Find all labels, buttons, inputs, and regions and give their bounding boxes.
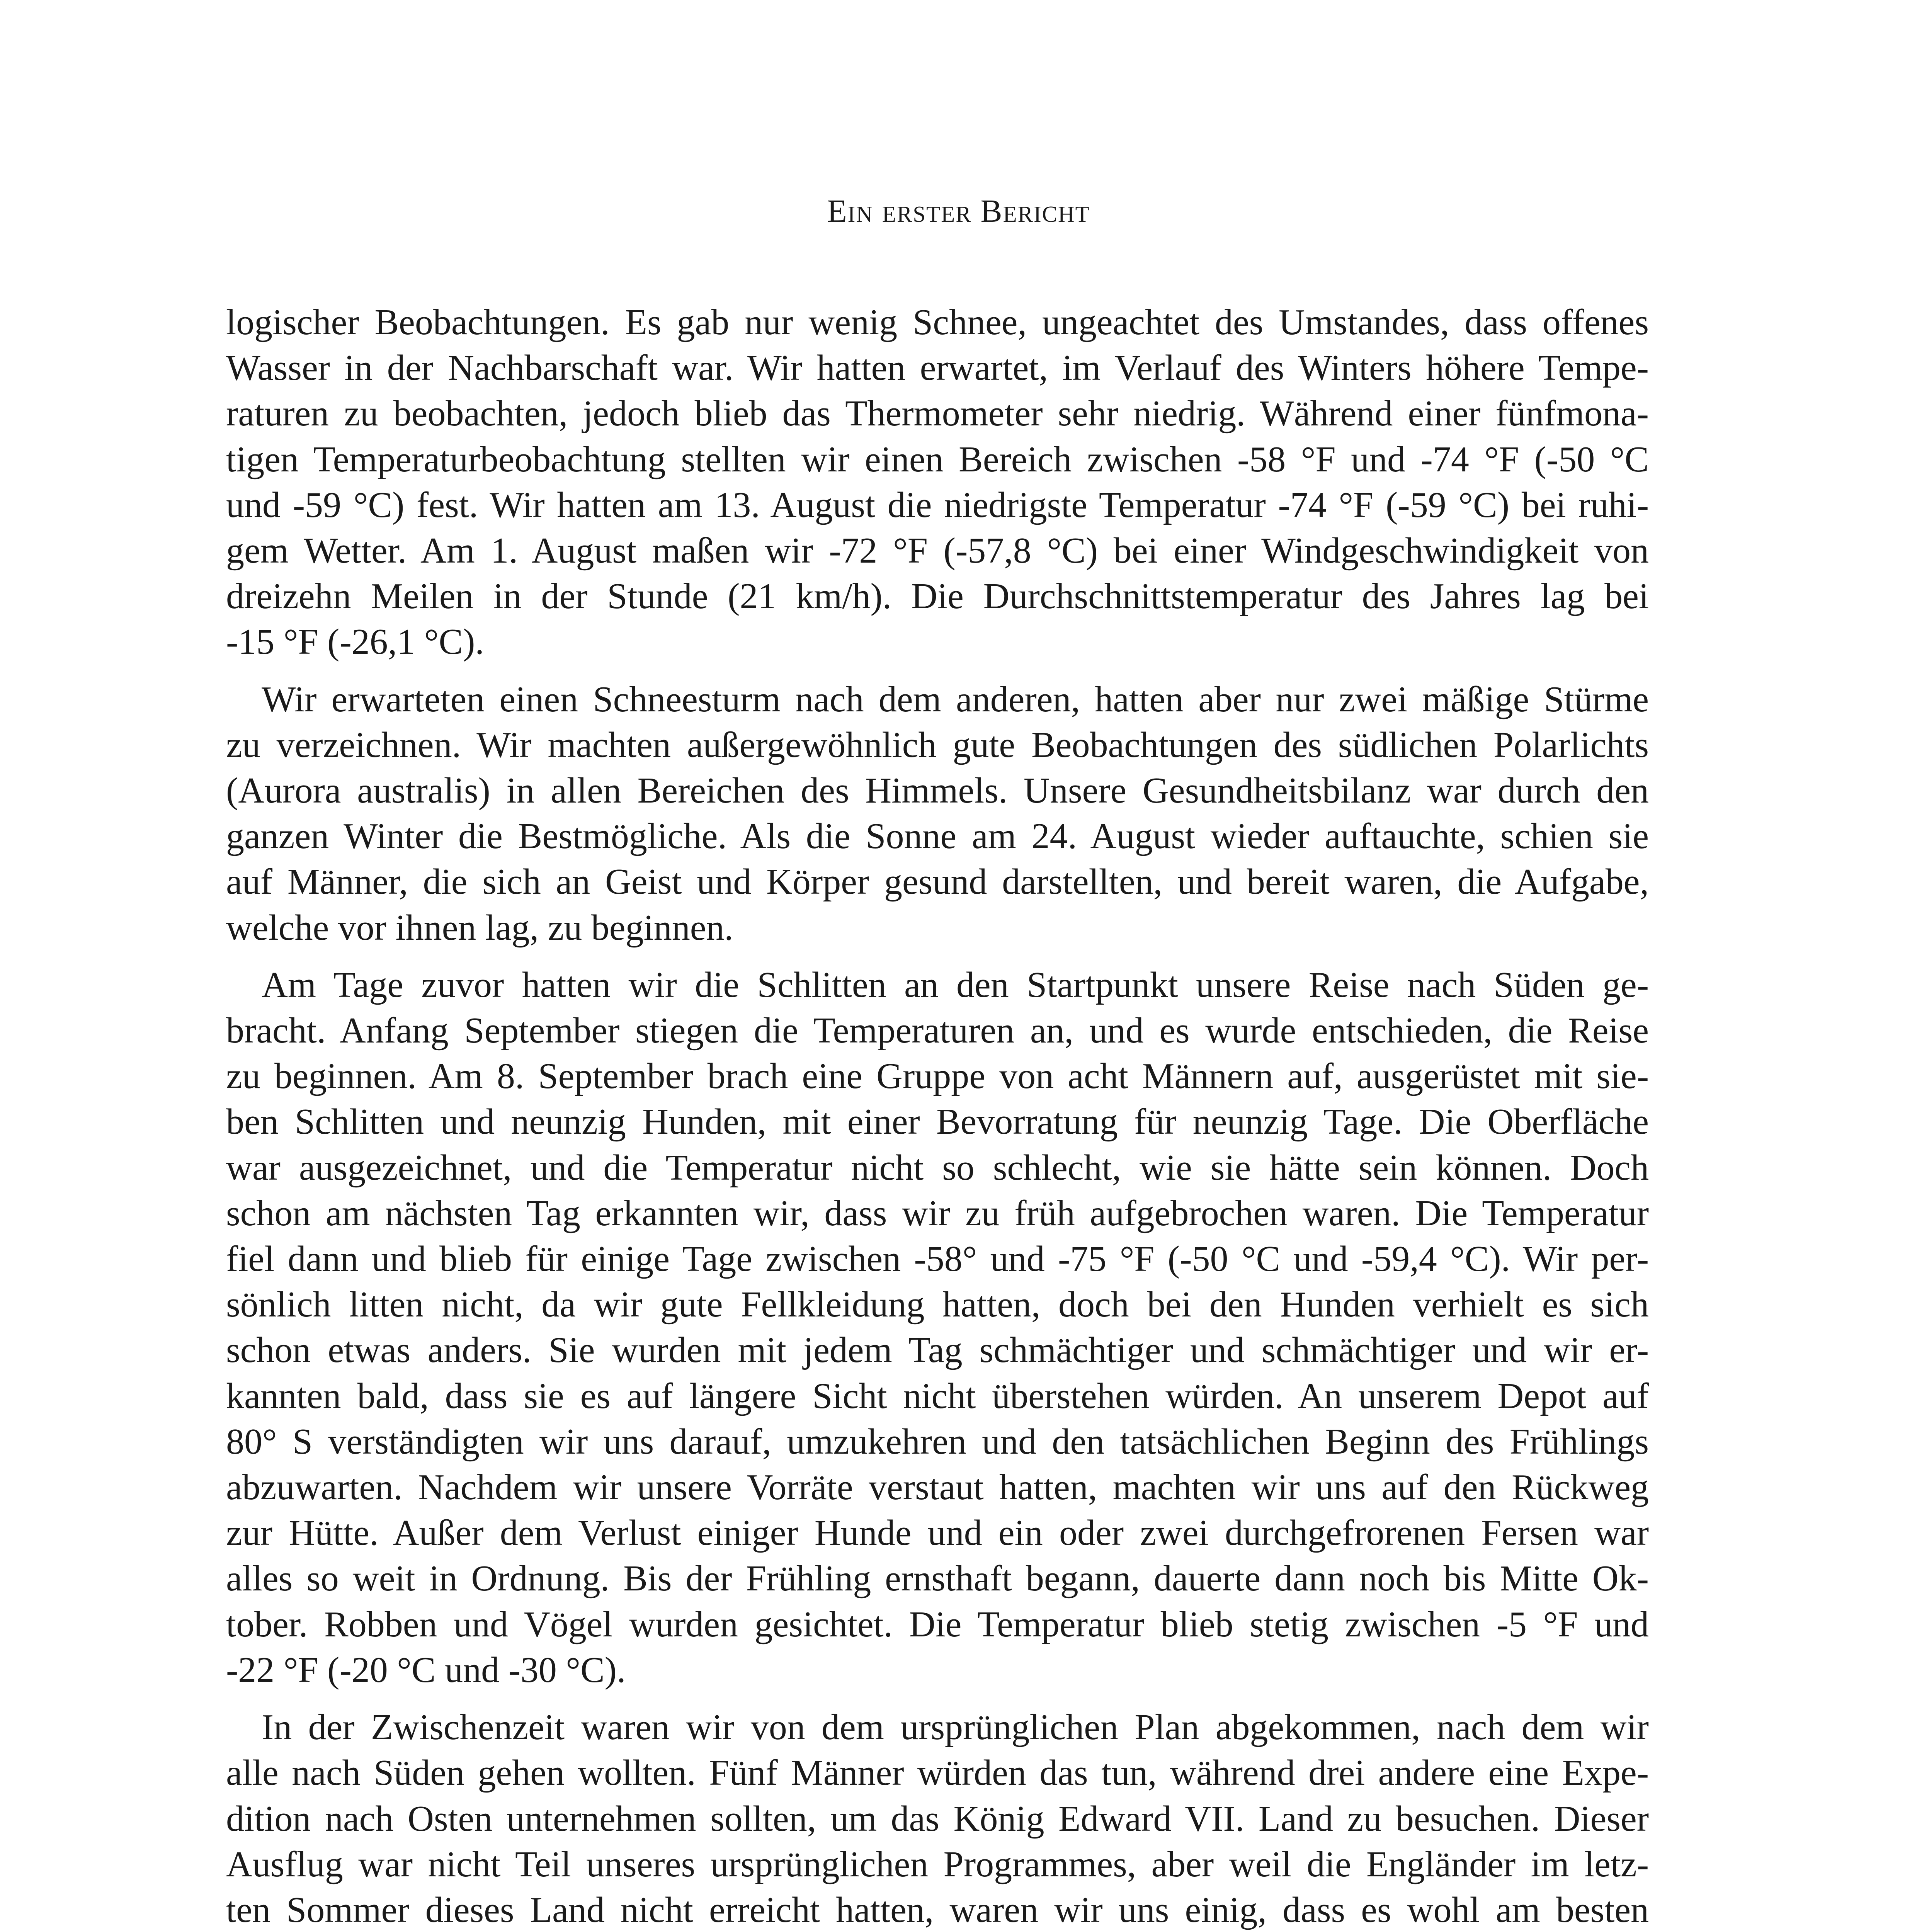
text-line: Wir erwarteten einen Schneesturm nach dem anderen, hatten aber nur zwei mäßige Stürme (262, 679, 1649, 719)
text-line: dreizehn Meilen in der Stunde (21 km/h). Die Durchschnittstemperatur des Jahres lag bei (226, 576, 1649, 617)
text-line: (Aurora australis) in allen Bereichen des Himmels. Unsere Gesundheitsbilanz war durch den (226, 770, 1649, 811)
text-line: In der Zwischenzeit waren wir von dem ursprünglichen Plan abgekommen, nach dem wir (262, 1707, 1649, 1748)
text-line: alle nach Süden gehen wollten. Fünf Männer würden das tun, während drei andere eine Expe- (226, 1753, 1649, 1793)
text-line: -22 °F (-20 °C und -30 °C). (226, 1650, 626, 1690)
text-line: schon am nächsten Tag erkannten wir, dass wir zu früh aufgebrochen waren. Die Temperatur (226, 1193, 1649, 1233)
text-line: war ausgezeichnet, und die Temperatur nicht so schlecht, wie sie hätte sein können. Doch (226, 1147, 1649, 1188)
text-line: gem Wetter. Am 1. August maßen wir -72 °F (-57,8 °C) bei einer Windgeschwindigkeit von (226, 531, 1649, 571)
text-line: Am Tage zuvor hatten wir die Schlitten an den Startpunkt unsere Reise nach Süden ge- (262, 964, 1649, 1005)
text-line: welche vor ihnen lag, zu beginnen. (226, 907, 733, 948)
text-line: auf Männer, die sich an Geist und Körper gesund darstellten, und bereit waren, die Aufgabe, (226, 862, 1649, 902)
text-line: sönlich litten nicht, da wir gute Fellkleidung hatten, doch bei den Hunden verhielt es sich (226, 1284, 1649, 1325)
text-line: bracht. Anfang September stiegen die Temperaturen an, und es wurde entschieden, die Reise (226, 1010, 1649, 1051)
text-line: Wasser in der Nachbarschaft war. Wir hatten erwartet, im Verlauf des Winters höhere Tempe- (226, 348, 1649, 388)
body-text (226, 299, 1649, 1932)
text-line: -15 °F (-26,1 °C). (226, 622, 484, 662)
text-line: und -59 °C) fest. Wir hatten am 13. August die niedrigste Temperatur -74 °F (-59 °C) bei ruhi- (226, 485, 1649, 525)
text-line: zu verzeichnen. Wir machten außergewöhnlich gute Beobachtungen des südlichen Polarlichts (226, 724, 1649, 765)
text-line: 80° S verständigten wir uns darauf, umzukehren und den tatsächlichen Beginn des Frühlings (226, 1421, 1649, 1462)
text-line: ganzen Winter die Bestmögliche. Als die Sonne am 24. August wieder auftauchte, schien sie (226, 816, 1649, 857)
text-line: raturen zu beobachten, jedoch blieb das Thermometer sehr niedrig. Während einer fünfmona- (226, 393, 1649, 434)
text-line: schon etwas anders. Sie wurden mit jedem Tag schmächtiger und schmächtiger und wir er- (226, 1330, 1649, 1371)
text-line: logischer Beobachtungen. Es gab nur wenig Schnee, ungeachtet des Umstandes, dass offenes (226, 302, 1649, 342)
text-line: ten Sommer dieses Land nicht erreicht hatten, waren wir uns einig, dass es wohl am besten (226, 1889, 1649, 1930)
text-line: Ausflug war nicht Teil unseres ursprünglichen Programmes, aber weil die Engländer im letz- (226, 1844, 1649, 1884)
paragraph (226, 677, 1649, 951)
text-line: dition nach Osten unternehmen sollten, um das König Edward VII. Land zu besuchen. Dieser (226, 1798, 1649, 1839)
text-line: ben Schlitten und neunzig Hunden, mit einer Bevorratung für neunzig Tage. Die Oberfläche (226, 1102, 1649, 1142)
text-line: zu beginnen. Am 8. September brach eine Gruppe von acht Männern auf, ausgerüstet mit sie- (226, 1056, 1649, 1097)
paragraph (226, 962, 1649, 1693)
text-line: tigen Temperaturbeobachtung stellten wir einen Bereich zwischen -58 °F und -74 °F (-50 °C (226, 439, 1649, 480)
running-head: Ein erster Bericht (827, 193, 1090, 229)
text-line: alles so weit in Ordnung. Bis der Frühling ernsthaft begann, dauerte dann noch bis Mitte Ok- (226, 1558, 1649, 1599)
text-line: tober. Robben und Vögel wurden gesichtet. Die Temperatur blieb stetig zwischen -5 °F und (226, 1604, 1649, 1645)
text-line: fiel dann und blieb für einige Tage zwischen -58° und -75 °F (-50 °C und -59,4 °C). Wir per- (226, 1239, 1649, 1279)
text-line: kannten bald, dass sie es auf längere Sicht nicht überstehen würden. An unserem Depot auf (226, 1376, 1649, 1416)
paragraph (226, 1704, 1649, 1932)
text-line: zur Hütte. Außer dem Verlust einiger Hunde und ein oder zwei durchgefrorenen Fersen war (226, 1513, 1649, 1553)
paragraph (226, 299, 1649, 665)
text-line: abzuwarten. Nachdem wir unsere Vorräte verstaut hatten, machten wir uns auf den Rückweg (226, 1467, 1649, 1508)
